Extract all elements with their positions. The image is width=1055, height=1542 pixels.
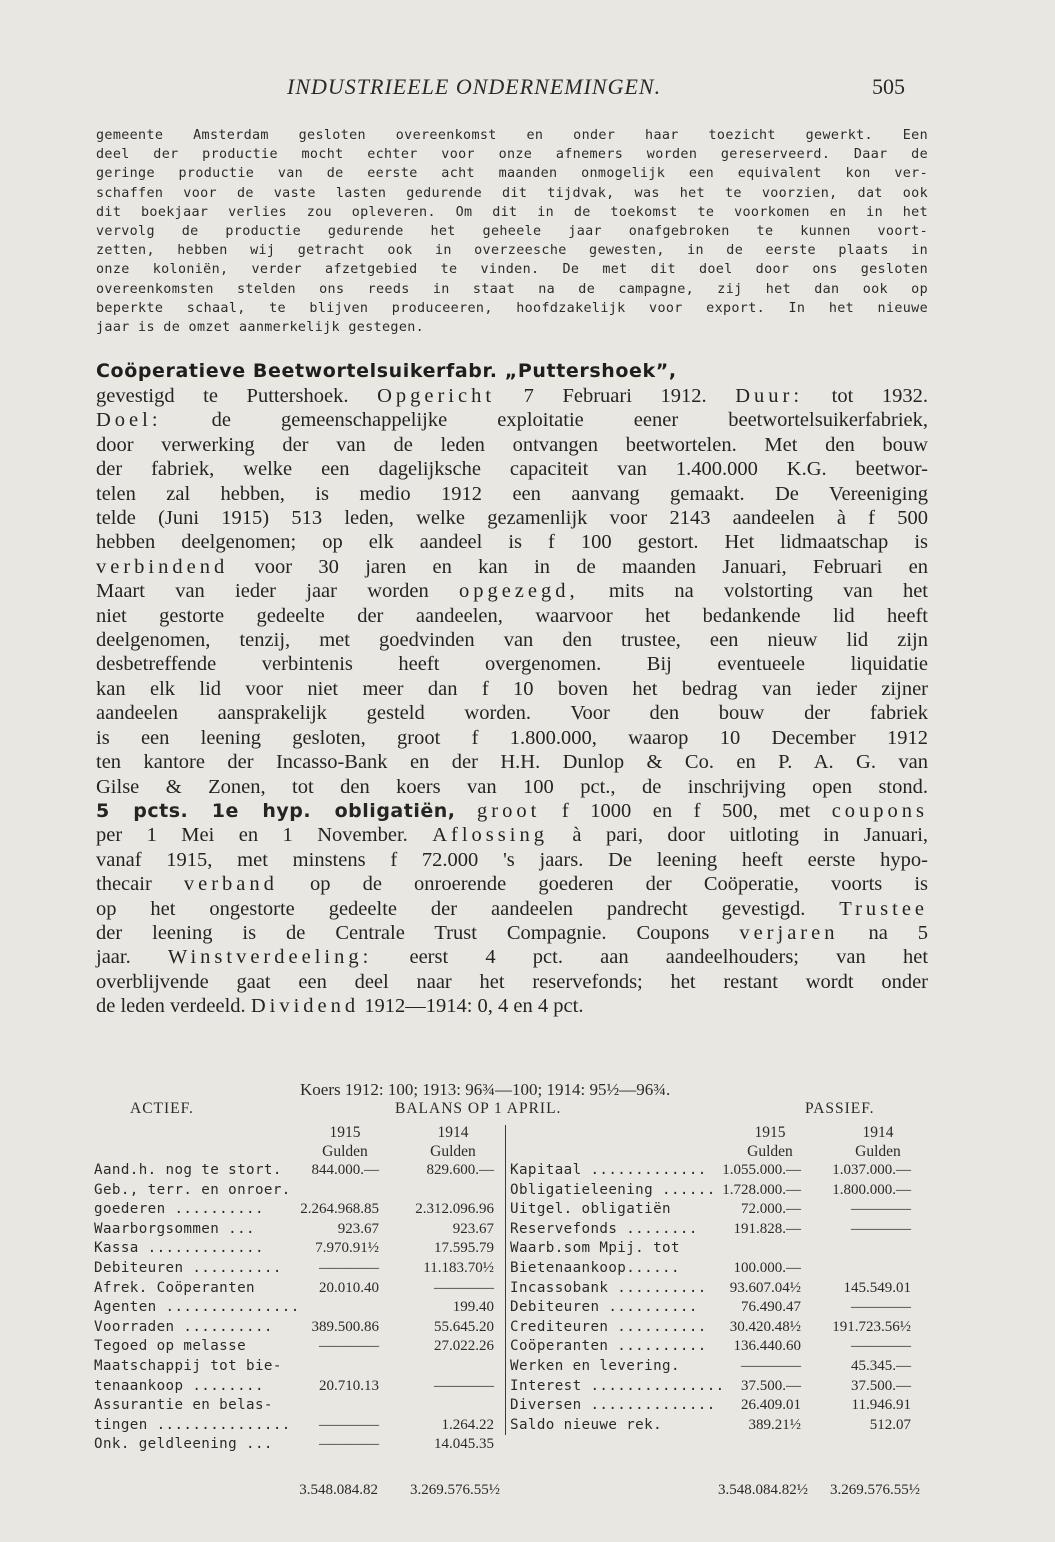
passief-total-1915: 3.548.084.82½ <box>718 1482 808 1498</box>
passief-label: Uitgel. obligatiën <box>510 1201 671 1218</box>
company-name: Coöperatieve Beetwortelsuikerfabr. „Puttershoek”, <box>96 360 677 382</box>
body-line: thecair verband op de onroerende goederen der Coöperatie, voorts is <box>96 873 929 896</box>
passief-label: Saldo nieuwe rek. <box>510 1416 663 1433</box>
actief-value-1914: 14.045.35 <box>434 1436 494 1453</box>
body-line: aandeelen aansprakelijk gesteld worden. Voor den bouw der fabriek <box>96 702 928 725</box>
passief-unit-1915: Gulden <box>747 1143 793 1160</box>
actief-year-1914: 1914 <box>437 1124 469 1141</box>
actief-label: Afrek. Coöperanten <box>94 1279 255 1296</box>
body-line: telen zal hebben, is medio 1912 een aanvang gemaakt. De Vereeniging <box>96 482 928 505</box>
actief-label: ACTIEF. <box>130 1100 194 1117</box>
actief-unit-1915: Gulden <box>322 1143 368 1160</box>
actief-value-1914: 2.312.096.96 <box>415 1201 494 1218</box>
passief-value-1915: 76.490.47 <box>741 1299 801 1316</box>
body-line: overblijvende gaat een deel naar het reservefonds; het restant wordt onder <box>96 970 928 993</box>
company-description <box>96 384 928 1019</box>
passief-value-1914: 1.037.000.— <box>832 1162 911 1178</box>
passief-value-1915: 72.000.— <box>741 1201 801 1218</box>
body-line: niet gestorte gedeelte der aandeelen, waarvoor het bedankende lid heeft <box>96 604 928 627</box>
passief-value-1915: 1.728.000.— <box>722 1181 801 1198</box>
price-quotes: Koers 1912: 100; 1913: 96¾—100; 1914: 95½—96¾. <box>300 1080 671 1099</box>
actief-value-1914: 1.264.22 <box>441 1416 494 1433</box>
actief-value-1915: 7.970.91½ <box>315 1240 379 1257</box>
passief-label: Waarb.som Mpij. tot <box>510 1240 680 1257</box>
passief-label: Coöperanten .......... <box>510 1338 707 1355</box>
passief-value-1914: 145.549.01 <box>843 1279 911 1296</box>
intro-line: jaar is de omzet aanmerkelijk gestegen. <box>96 320 425 336</box>
actief-label: Waarborgsommen ... <box>94 1220 255 1237</box>
actief-label: Geb., terr. en onroer. <box>94 1181 291 1198</box>
body-line: Maart van ieder jaar worden opgezegd, mits na volstorting van het <box>96 580 928 603</box>
body-line: telde (Juni 1915) 513 leden, welke gezamenlijk voor 2143 aandeelen à f 500 <box>96 507 928 530</box>
actief-label: tingen ............... <box>94 1416 291 1433</box>
actief-label: Aand.h. nog te stort. <box>94 1162 282 1178</box>
passief-label: Reservefonds ........ <box>510 1220 698 1237</box>
intro-line: dit boekjaar verlies zou opleveren. Om dit in de toekomst te voorkomen en in het <box>96 204 928 220</box>
passief-label: Interest ............... <box>510 1377 725 1394</box>
body-line: is een leening gesloten, groot f 1.800.000, waarop 10 December 1912 <box>96 726 928 749</box>
passief-value-1914: ———— <box>851 1299 911 1316</box>
body-line: der fabriek, welke een dagelijksche capaciteit van 1.400.000 K.G. beetwor- <box>96 458 928 481</box>
body-line: Gilse & Zonen, tot den koers van 100 pct., de inschrijving open stond. <box>96 775 928 798</box>
passief-year-1915: 1915 <box>754 1124 786 1141</box>
actief-label: Kassa ............. <box>94 1240 264 1257</box>
balance-title: BALANS OP 1 APRIL. <box>395 1100 562 1117</box>
column-divider <box>505 1125 506 1435</box>
body-line: op het ongestorte gedeelte der aandeelen pandrecht gevestigd. Trustee <box>96 897 929 920</box>
actief-value-1915: 20.710.13 <box>319 1377 379 1394</box>
actief-label: Agenten ............... <box>94 1299 300 1316</box>
intro-line: overeenkomsten stelden ons reeds in staat na de campagne, zij het dan ook op <box>96 281 928 297</box>
passief-total-1914: 3.269.576.55½ <box>830 1482 920 1498</box>
passief-value-1915: 30.420.48½ <box>729 1318 801 1335</box>
page-number: 505 <box>872 74 905 99</box>
intro-line: geringe productie van de eerste acht maanden onmogelijk een equivalent kon ver- <box>96 166 928 182</box>
balance-sheet <box>0 1100 1055 1520</box>
passief-value-1914: 37.500.— <box>851 1377 911 1394</box>
actief-label: Onk. geldleening ... <box>94 1436 273 1453</box>
actief-value-1914: ———— <box>434 1279 494 1296</box>
actief-value-1915: 923.67 <box>337 1220 379 1237</box>
actief-value-1914: 829.600.— <box>426 1162 494 1178</box>
passief-unit-1914: Gulden <box>855 1143 901 1160</box>
actief-value-1914: 11.183.70½ <box>423 1260 494 1276</box>
passief-value-1915: 1.055.000.— <box>722 1162 801 1178</box>
passief-value-1914: 1.800.000.— <box>832 1181 911 1198</box>
actief-label: Assurantie en belas- <box>94 1397 273 1414</box>
actief-value-1914: 923.67 <box>452 1220 494 1237</box>
passief-label: Debiteuren .......... <box>510 1299 698 1316</box>
actief-value-1914: 199.40 <box>452 1299 494 1316</box>
running-title: INDUSTRIEELE ONDERNEMINGEN. <box>287 74 662 99</box>
intro-line: vervolg de productie gedurende het geheele jaar onafgebroken te kunnen voort- <box>96 224 928 240</box>
body-line: jaar. Winstverdeeling: eerst 4 pct. aan aandeelhouders; van het <box>96 946 929 969</box>
body-line: deelgenomen, tenzij, met goedvinden van den trustee, een nieuw lid zijn <box>96 629 928 652</box>
passief-label: Incassobank .......... <box>510 1279 707 1296</box>
intro-line: zetten, hebben wij getracht ook in overzeesche gewesten, in de eerste plaats in <box>96 243 928 259</box>
body-line: desbetreffende verbintenis heeft overgenomen. Bij eventueele liquidatie <box>96 653 928 676</box>
actief-value-1915: ———— <box>319 1416 379 1433</box>
passief-value-1914: 191.723.56½ <box>832 1318 911 1335</box>
body-line: gevestigd te Puttershoek. Opgericht 7 Februari 1912. Duur: tot 1932. <box>96 385 929 407</box>
passief-value-1914: 11.946.91 <box>851 1397 911 1414</box>
actief-value-1915: ———— <box>319 1260 379 1276</box>
passief-value-1914: 512.07 <box>869 1416 911 1433</box>
actief-label: Debiteuren .......... <box>94 1260 282 1276</box>
passief-value-1915: 26.409.01 <box>741 1397 801 1414</box>
body-line: Doel: de gemeenschappelijke exploitatie eener beetwortelsuikerfabriek, <box>96 409 929 432</box>
actief-value-1915: 2.264.968.85 <box>300 1201 379 1218</box>
body-line: verbindend voor 30 jaren en kan in de maanden Januari, Februari en <box>96 555 929 578</box>
actief-total-1914: 3.269.576.55½ <box>410 1482 500 1498</box>
intro-line: onze koloniën, verder afzetgebied te vinden. De met dit doel door ons gesloten <box>96 262 928 278</box>
passief-value-1914: ———— <box>851 1201 911 1218</box>
body-line: 5 pcts. 1e hyp. obligatiën, groot f 1000 en f 500, met coupons <box>96 799 929 822</box>
passief-label: Crediteuren .......... <box>510 1318 707 1335</box>
actief-value-1915: ———— <box>319 1436 379 1453</box>
passief-value-1915: ———— <box>741 1358 801 1374</box>
body-line: de leden verdeeld. Dividend 1912—1914: 0, 4 en 4 pct. <box>96 995 584 1018</box>
actief-label: Voorraden .......... <box>94 1318 273 1335</box>
passief-label: Obligatieleening ...... <box>510 1181 716 1198</box>
actief-value-1915: 20.010.40 <box>319 1279 379 1296</box>
actief-value-1914: 27.022.26 <box>434 1338 494 1355</box>
running-header <box>0 74 1055 104</box>
actief-label: goederen .......... <box>94 1201 264 1218</box>
passief-label: Diversen .............. <box>510 1397 716 1414</box>
passief-value-1915: 389.21½ <box>748 1416 801 1433</box>
passief-year-1914: 1914 <box>862 1124 894 1141</box>
actief-label: Maatschappij tot bie- <box>94 1358 282 1374</box>
intro-paragraph <box>96 126 928 337</box>
actief-value-1915: ———— <box>319 1338 379 1355</box>
passief-label: Kapitaal ............. <box>510 1162 707 1178</box>
actief-unit-1914: Gulden <box>430 1143 476 1160</box>
actief-total-1915: 3.548.084.82 <box>299 1482 378 1498</box>
passief-label: PASSIEF. <box>805 1100 875 1117</box>
passief-value-1915: 37.500.— <box>741 1377 801 1394</box>
passief-value-1915: 93.607.04½ <box>729 1279 801 1296</box>
passief-label: Bietenaankoop...... <box>510 1260 680 1276</box>
intro-line: beperkte schaal, te blijven produceeren, hoofdzakelijk voor export. In het nieuwe <box>96 300 928 316</box>
actief-label: tenaankoop ........ <box>94 1377 264 1394</box>
passief-value-1914: ———— <box>851 1220 911 1237</box>
body-line: der leening is de Centrale Trust Compagnie. Coupons verjaren na 5 <box>96 921 928 944</box>
passief-value-1914: ———— <box>851 1338 911 1355</box>
body-line: per 1 Mei en 1 November. Aflossing à pari, door uitloting in Januari, <box>96 824 929 847</box>
body-line: hebben deelgenomen; op elk aandeel is f 100 gestort. Het lidmaatschap is <box>96 531 928 554</box>
body-line: ten kantore der Incasso-Bank en der H.H. Dunlop & Co. en P. A. G. van <box>96 751 928 774</box>
actief-value-1914: 17.595.79 <box>434 1240 494 1257</box>
passief-value-1915: 136.440.60 <box>733 1338 801 1355</box>
intro-line: gemeente Amsterdam gesloten overeenkomst en onder haar toezicht gewerkt. Een <box>96 128 928 143</box>
passief-value-1915: 191.828.— <box>733 1220 801 1237</box>
actief-value-1914: 55.645.20 <box>434 1318 494 1335</box>
passief-label: Werken en levering. <box>510 1358 680 1374</box>
passief-value-1915: 100.000.— <box>733 1260 801 1276</box>
actief-value-1915: 389.500.86 <box>311 1318 379 1335</box>
body-line: kan elk lid voor niet meer dan f 10 boven het bedrag van ieder zijner <box>96 677 928 700</box>
actief-label: Tegoed op melasse <box>94 1338 247 1355</box>
actief-value-1914: ———— <box>434 1377 494 1394</box>
body-line: vanaf 1915, met minstens f 72.000 's jaars. De leening heeft eerste hypo- <box>96 848 928 871</box>
body-line: door verwerking der van de leden ontvangen beetwortelen. Met den bouw <box>96 433 928 456</box>
intro-line: schaffen voor de vaste lasten gedurende dit tijdvak, was het te voorzien, dat ook <box>96 185 928 201</box>
actief-value-1915: 844.000.— <box>311 1162 379 1178</box>
passief-value-1914: 45.345.— <box>851 1358 911 1374</box>
intro-line: deel der productie mocht echter voor onze afnemers worden gereserveerd. Daar de <box>96 147 928 163</box>
actief-year-1915: 1915 <box>329 1124 361 1141</box>
